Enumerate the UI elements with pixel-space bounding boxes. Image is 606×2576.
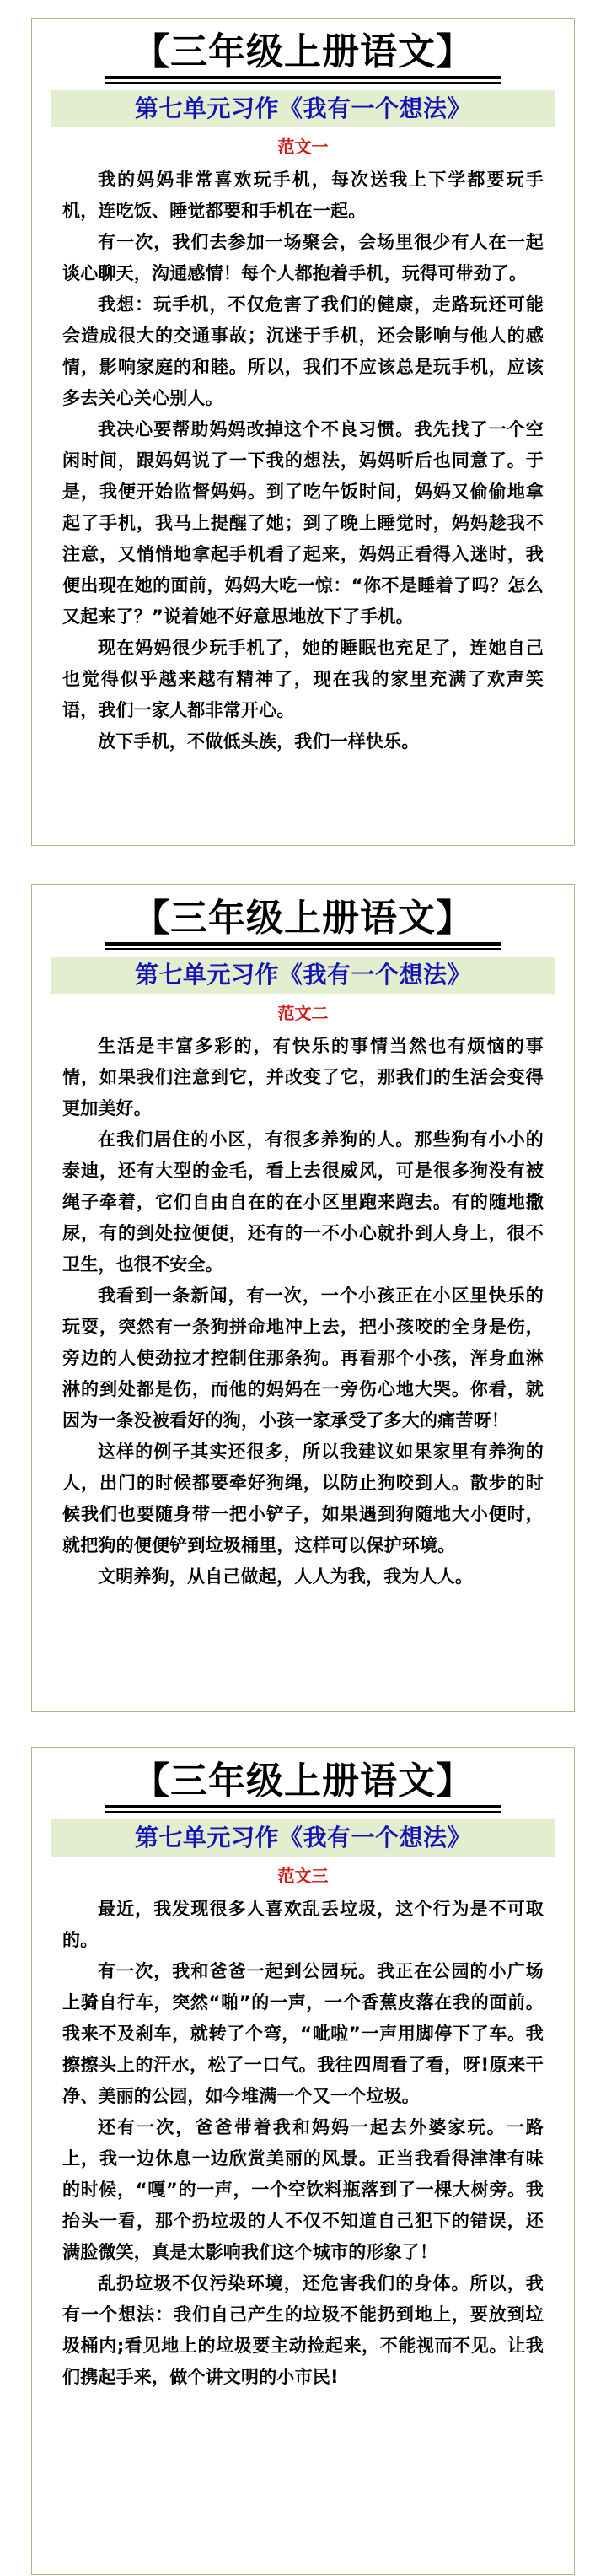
essay-paragraph: 我看到一条新闻，有一次，一个小孩正在小区里快乐的玩耍，突然有一条狗拼命地冲上去，把小孩咬的全身是伤，旁边的人使劲拉才控制住那条狗。再看那个小孩，浑身血淋淋的到处都是伤，而他的妈妈在一旁伤心地大哭。你看，就因为一条没被看好的狗，小孩一家承受了多大的痛苦呀！ bbox=[62, 1285, 544, 1431]
essay-paragraph: 在我们居住的小区，有很多养狗的人。那些狗有小小的泰迪，还有大型的金毛，看上去很威风，可是很多狗没有被绳子牵着，它们自由自在的在小区里跑来跑去。有的随地撒尿，有的到处拉便便，还有的一不小心就扑到人身上，很不卫生，也很不安全。 bbox=[62, 1129, 544, 1275]
essay-paragraph: 还有一次，爸爸带着我和妈妈一起去外婆家玩。一路上，我一边休息一边欣赏美丽的风景。正当我看得津津有味的时候，“嘎”的一声，一个空饮料瓶落到了一棵大树旁。我抬头一看，那个扔垃圾的人不仅不知道自己犯下的错误，还满脸微笑，真是太影响我们这个城市的形象了！ bbox=[62, 2117, 544, 2262]
essay-paragraph: 我想：玩手机，不仅危害了我们的健康，走路玩还可能会造成很大的交通事故；沉迷于手机，还会影响与他人的感情，影响家庭的和睦。所以，我们不应该总是玩手机，应该多去关心关心别人。 bbox=[62, 294, 544, 408]
essay-paragraph: 这样的例子其实还很多，所以我建议如果家里有养狗的人，出门的时候都要牵好狗绳，以防止狗咬到人。散步的时候我们也要随身带一把小铲子，如果遇到狗随地大小便时，就把狗的便便铲到垃圾桶里，这样可以保护环境。 bbox=[62, 1442, 544, 1555]
card-title: 【三年级上册语文】 bbox=[132, 30, 474, 73]
essay-paragraph: 我决心要帮助妈妈改掉这个不良习惯。我先找了一个空闲时间，跟妈妈说了一下我的想法，妈妈听后也同意了。于是，我便开始监督妈妈。到了吃午饭时间，妈妈又偷偷地拿起了手机，我马上提醒了她；到了晚上睡觉时，妈妈趁我不注意，又悄悄地拿起手机看了起来，妈妈正看得入迷时，我便出现在她的面前，妈妈大吃一惊：“你不是睡着了吗？怎么又起来了？”说着她不好意思地放下了手机。 bbox=[62, 419, 544, 627]
essay-body bbox=[62, 1894, 544, 2393]
essay-card-2 bbox=[31, 884, 575, 1712]
essay-body bbox=[62, 1031, 544, 1592]
essay-card-1 bbox=[31, 18, 575, 846]
card-title: 【三年级上册语文】 bbox=[132, 1760, 474, 1803]
essay-paragraph: 放下手机，不做低头族，我们一样快乐。 bbox=[98, 731, 420, 752]
unit-subtitle: 第七单元习作《我有一个想法》 bbox=[51, 90, 555, 127]
essay-paragraph: 有一次，我们去参加一场聚会，会场里很少有人在一起谈心聊天，沟通感情！每个人都抱着手机，玩得可带劲了。 bbox=[62, 232, 544, 283]
essay-paragraph: 乱扔垃圾不仅污染环境，还危害我们的身体。所以，我有一个想法：我们自己产生的垃圾不能扔到地上，要放到垃圾桶内;看见地上的垃圾要主动捡起来，不能视而不见。让我们携起手来，做个讲文明的小市民! bbox=[62, 2273, 544, 2387]
essay-paragraph: 文明养狗，从自己做起，人人为我，我为人人。 bbox=[98, 1566, 474, 1587]
title-underline bbox=[105, 942, 501, 950]
title-underline bbox=[105, 1805, 501, 1813]
sample-label: 范文二 bbox=[277, 1003, 329, 1023]
essay-paragraph: 现在妈妈很少玩手机了，她的睡眠也充足了，连她自己也觉得似乎越来越有精神了，现在我的家里充满了欢声笑语，我们一家人都非常开心。 bbox=[62, 638, 544, 720]
essay-card-3 bbox=[31, 1747, 575, 2575]
title-underline bbox=[105, 76, 501, 84]
essay-body bbox=[62, 164, 544, 757]
sample-label: 范文三 bbox=[277, 1866, 329, 1886]
sample-label: 范文一 bbox=[277, 137, 329, 157]
essay-paragraph: 我的妈妈非常喜欢玩手机，每次送我上下学都要玩手机，连吃饭、睡觉都要和手机在一起。 bbox=[62, 170, 544, 221]
unit-subtitle: 第七单元习作《我有一个想法》 bbox=[51, 957, 555, 994]
unit-subtitle: 第七单元习作《我有一个想法》 bbox=[51, 1819, 555, 1857]
card-title: 【三年级上册语文】 bbox=[132, 897, 474, 940]
essay-paragraph: 生活是丰富多彩的，有快乐的事情当然也有烦恼的事情，如果我们注意到它，并改变了它，那我们的生活会变得更加美好。 bbox=[62, 1036, 544, 1118]
essay-paragraph: 有一次，我和爸爸一起到公园玩。我正在公园的小广场上骑自行车，突然“啪”的一声，一个香蕉皮落在我的面前。我来不及刹车，就转了个弯，“呲啦”一声用脚停下了车。我擦擦头上的汗水，松了一口气。我往四周看了看，呀!原来干净、美丽的公园，如今堆满一个又一个垃圾。 bbox=[62, 1961, 544, 2106]
essay-paragraph: 最近，我发现很多人喜欢乱丢垃圾，这个行为是不可取的。 bbox=[62, 1899, 544, 1950]
